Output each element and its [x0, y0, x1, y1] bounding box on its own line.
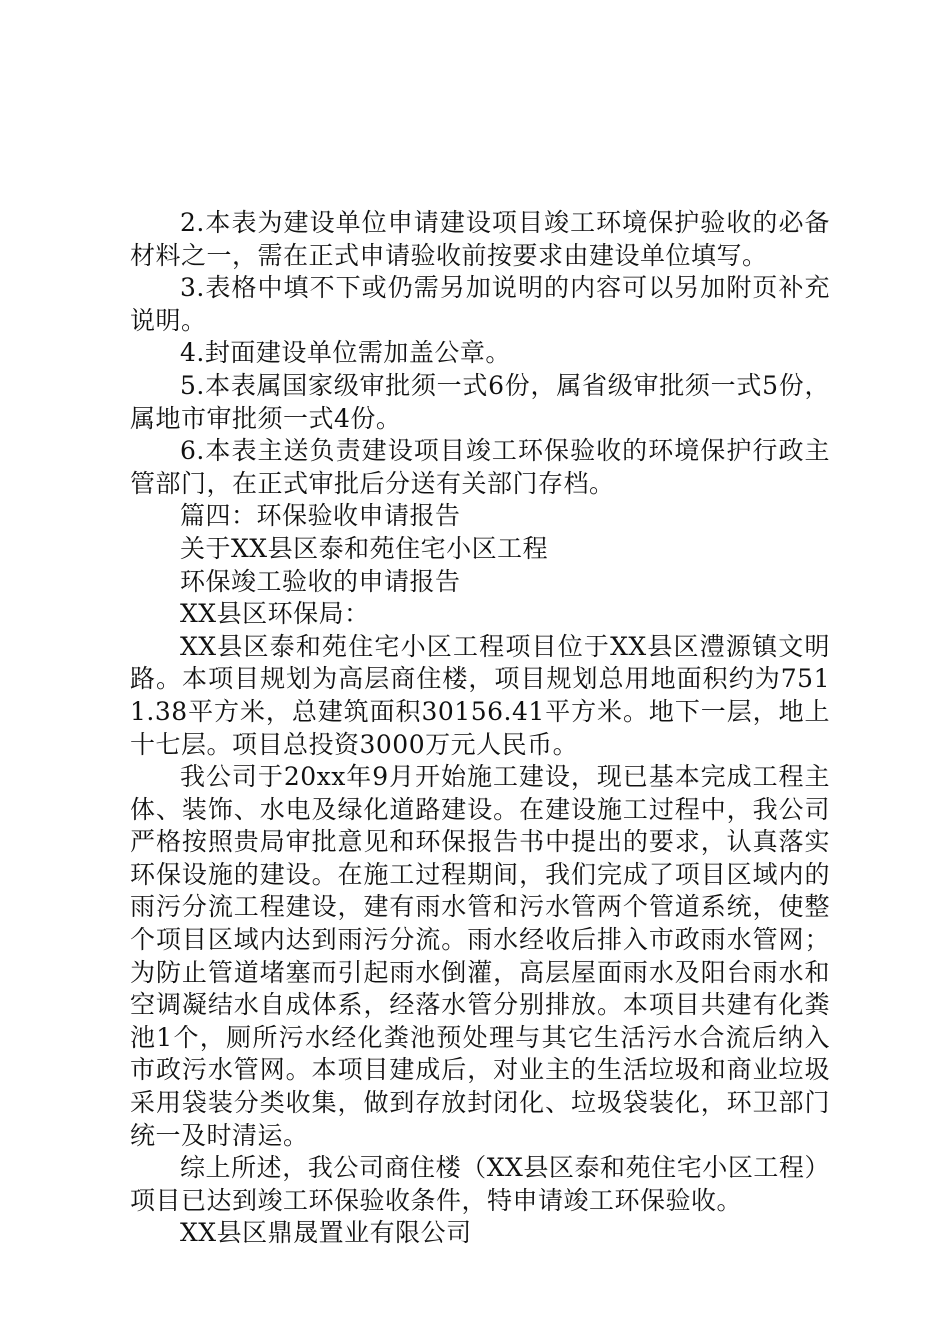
- document-body: [130, 207, 830, 1250]
- report-title-line-2: 环保竣工验收的申请报告: [180, 566, 461, 596]
- instruction-item-3: 3.表格中填不下或仍需另加说明的内容可以另加附页补充说明。: [130, 273, 830, 335]
- instruction-item-2: 2.本表为建设单位申请建设项目竣工环境保护验收的必备材料之一，需在正式申请验收前按要求由建设单位填写。: [130, 208, 830, 270]
- section-heading: 篇四：环保验收申请报告: [180, 501, 461, 531]
- report-title-line-1: 关于XX县区泰和苑住宅小区工程: [180, 533, 549, 563]
- body-paragraph-construction: 我公司于20xx年9月开始施工建设，现已基本完成工程主体、装饰、水电及绿化道路建设。在建设施工过程中，我公司严格按照贵局审批意见和环保报告书中提出的要求，认真落实环保设施的建设。在施工过程期间，我们完成了项目区域内的雨污分流工程建设，建有雨水管和污水管两个管道系统，使整个项目区域内达到雨污分流。雨水经收后排入市政雨水管网；为防止管道堵塞而引起雨水倒灌，高层屋面雨水及阳台雨水和空调凝结水自成体系，经落水管分别排放。本项目共建有化粪池1个，厕所污水经化粪池预处理与其它生活污水合流后纳入市政污水管网。本项目建成后，对业主的生活垃圾和商业垃圾采用袋装分类收集，做到存放封闭化、垃圾袋装化，环卫部门统一及时清运。: [130, 762, 830, 1150]
- instruction-item-6: 6.本表主送负责建设项目竣工环保验收的环境保护行政主管部门，在正式审批后分送有关部门存档。: [130, 436, 830, 498]
- instruction-item-5: 5.本表属国家级审批须一式6份，属省级审批须一式5份，属地市审批须一式4份。: [130, 370, 830, 433]
- instruction-item-4: 4.封面建设单位需加盖公章。: [180, 338, 511, 368]
- addressee: XX县区环保局：: [180, 599, 370, 629]
- signature-company: XX县区鼎晟置业有限公司: [180, 1218, 472, 1248]
- body-paragraph-project: XX县区泰和苑住宅小区工程项目位于XX县区澧源镇文明路。本项目规划为高层商住楼，项目规划总用地面积约为7511.38平方米，总建筑面积30156.41平方米。地下一层，地上十七层。项目总投资3000万元人民币。: [130, 631, 830, 759]
- body-paragraph-conclusion: 综上所述，我公司商住楼（XX县区泰和苑住宅小区工程）项目已达到竣工环保验收条件，特申请竣工环保验收。: [130, 1153, 830, 1215]
